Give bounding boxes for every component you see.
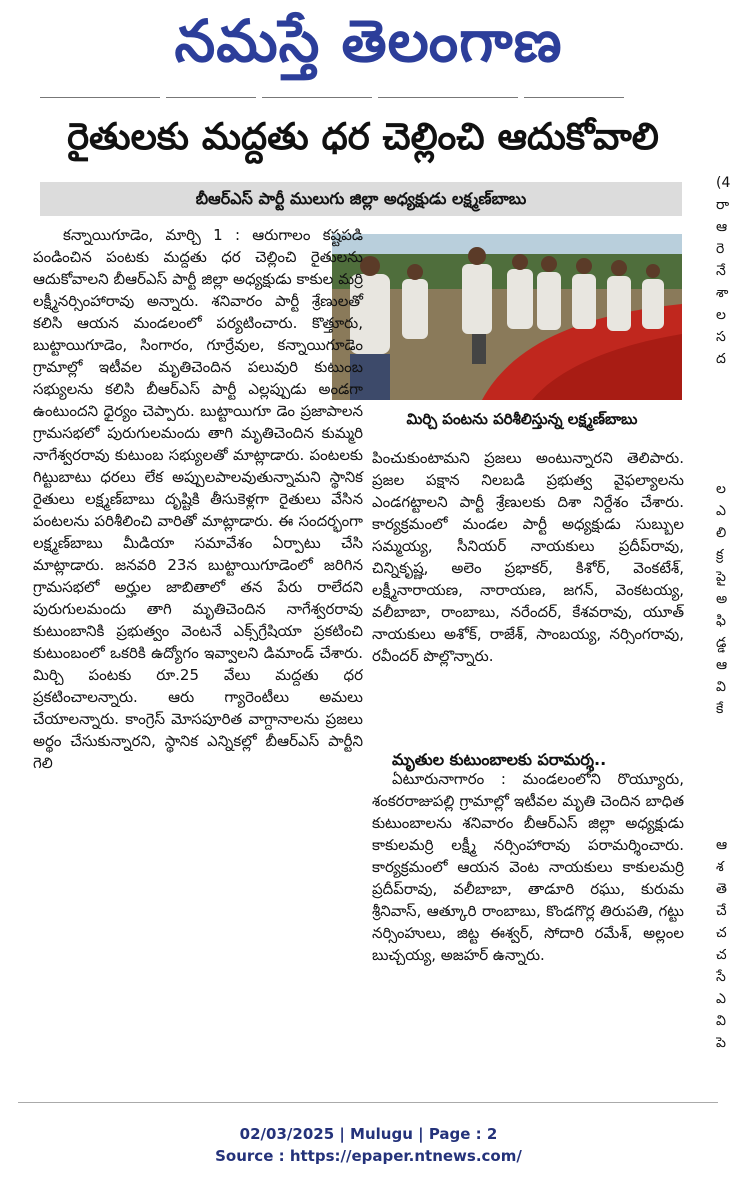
edition-info: 02/03/2025 | Mulugu | Page : 2 (239, 1125, 498, 1143)
source-url: Source : https://epaper.ntnews.com/ (215, 1147, 522, 1165)
masthead (0, 0, 737, 80)
newspaper-logo: నమస్తే తెలంగాణ (174, 7, 563, 75)
subheadline: బీఆర్ఎస్ పార్టీ ములుగు జిల్లా అధ్యక్షుడు లక్ష్మణ్‌బాబు (40, 182, 682, 216)
article-body-left: కన్నాయిగూడెం, మార్చి 1 : ఆరుగాలం కష్టపడి పండించిన పంటకు మద్దతు ధర చెల్లించి రైతులను ఆదుకోవాలని బీఆర్ఎస్ పార్టీ జిల్లా అధ్యక్షుడు కాకుల మర్రి లక్ష్మీనర్సింహారావు అన్నారు. శనివారం పార్టీ శ్రేణులతో కలిసి ఆయన మండలంలో పర్యటించారు. కొత్తూరు, బుట్టాయిగూడెం, సింగారం, గూర్రేవుల, కన్నాయిగూడెం గ్రామాల్లో ఇటీవల మృతిచెందిన పలువురి కుటుంబ సభ్యులను కలిసి బీఆర్ఎస్ పార్టీ ఎల్లప్పుడు అండగా ఉంటుందని ధైర్యం చెప్పారు. బుట్టాయిగూ డెం ప్రజాపాలన గ్రామసభలో పురుగులమందు తాగి మృతిచెందిన కుమ్మరి నాగేశ్వరరావు కుటుంబ సభ్యులతో మాట్లాడారు. పంటలకు గిట్టుబాటు ధరలు లేక అప్పులపాలవుతున్నామని స్థానిక రైతులు లక్ష్మణ్‌బాబు దృష్టికి తీసుకెళ్లగా రైతులు వేసిన పంటలను పరిశీలించి వారితో మాట్లాడారు. ఈ సందర్భంగా లక్ష్మణ్‌బాబు మీడియా సమావేశం ఏర్పాటు చేసి మాట్లాడారు. జనవరి 23న బుట్టాయిగూడెంలో జరిగిన గ్రామసభలో అర్హుల జాబితాలో తన పేరు రాలేదని పురుగులమందు తాగి మృతిచెందిన నాగేశ్వరరావు కుటుంబానికి ప్రభుత్వం వెంటనే ఎక్స్‌గ్రేషియా ప్రకటించి కుటుంబంలో ఒకరికి ఉద్యోగం ఇవ్వాలని డిమాండ్ చేశారు. మిర్చి పంటకు రూ.25 వేలు మద్దతు ధర ప్రకటించాలన్నారు. ఆరు గ్యారెంటీలు అమలు చేయాలన్నారు. కాంగ్రెస్ మోసపూరిత వాగ్దానాలను ప్రజలు అర్థం చేసుకున్నారని, స్థానిక ఎన్నికల్లో బీఆర్ఎస్ పార్టీని గెలి (33, 226, 363, 772)
adjacent-article-edge-middle: ల ఎ లి క్ర పై అ ఫి డ్డ ఆ వి కే (716, 481, 728, 717)
article-column-right (372, 447, 684, 667)
footer-divider (18, 1102, 718, 1103)
article-column-left (33, 224, 363, 774)
headline: రైతులకు మద్దతు ధర చెల్లించి ఆదుకోవాలి (67, 114, 659, 158)
page-footer (0, 1123, 737, 1167)
article-body-right: పించుకుంటామని ప్రజలు అంటున్నారని తెలిపారు. ప్రజల పక్షాన నిలబడి ప్రభుత్వ వైఫల్యాలను ఎండగట్టాలని పార్టీ శ్రేణులకు దిశా నిర్దేశం చేశారు. కార్యక్రమంలో మండల పార్టీ అధ్యక్షుడు సుబ్బుల సమ్మయ్య, సీనియర్ నాయకులు ప్రదీప్‌రావు, చిన్నికృష్ణ, అలెం ప్రభాకర్, కిశోర్, వెంకటేశ్, లక్ష్మీనారాయణ, నారాయణ, జగన్, వెంకటయ్య, వలీబాబా, రాంబాబు, నరేందర్, కేశవరావు, యూత్ నాయకులు అశోక్, రాజేశ్, సాంబయ్య, నర్సింగరావు, రవీందర్ పొల్లొన్నారు. (372, 449, 684, 665)
news-photo (332, 234, 682, 400)
article-column-right-2 (372, 768, 684, 966)
article-body-right-2: ఏటూరునాగారం : మండలంలోని రొయ్యూరు, శంకరరాజుపల్లి గ్రామాల్లో ఇటీవల మృతి చెందిన బాధిత కుటుంబాలను శనివారం బీఆర్ఎస్ జిల్లా అధ్యక్షుడు కాకులమర్రి లక్ష్మీ నర్సింహారావు పరామర్శించారు. కార్యక్రమంలో ఆయన వెంట నాయకులు కాకులమర్రి ప్రదీప్‌రావు, వలీబాబా, తాడూరి రఘు, కురుమ శ్రీనివాస్, ఆత్కూరి రాంబాబు, కొండగొర్ల తిరుపతి, గట్టు నర్సింహులు, జిట్ట ఈశ్వర్, సోదారి రమేశ్, అల్లంల బుచ్చయ్య, అజహర్ ఉన్నారు. (372, 770, 684, 964)
section-subtitle: మృతుల కుటుంబాలకు పరామర్శ.. (392, 750, 607, 769)
photo-caption: మిర్చి పంటను పరిశీలిస్తున్న లక్ష్మణ్‌బాబు (406, 410, 638, 428)
adjacent-article-edge-bottom: ఆ శ తె చే చ చ సే ఎ వి పె (716, 837, 728, 1051)
adjacent-article-edge-top: (4 రా ఆ రె నే శా ల స ద (716, 175, 731, 367)
farmers-chilli-field-photo (332, 234, 682, 400)
cropped-text-strip (40, 88, 650, 98)
